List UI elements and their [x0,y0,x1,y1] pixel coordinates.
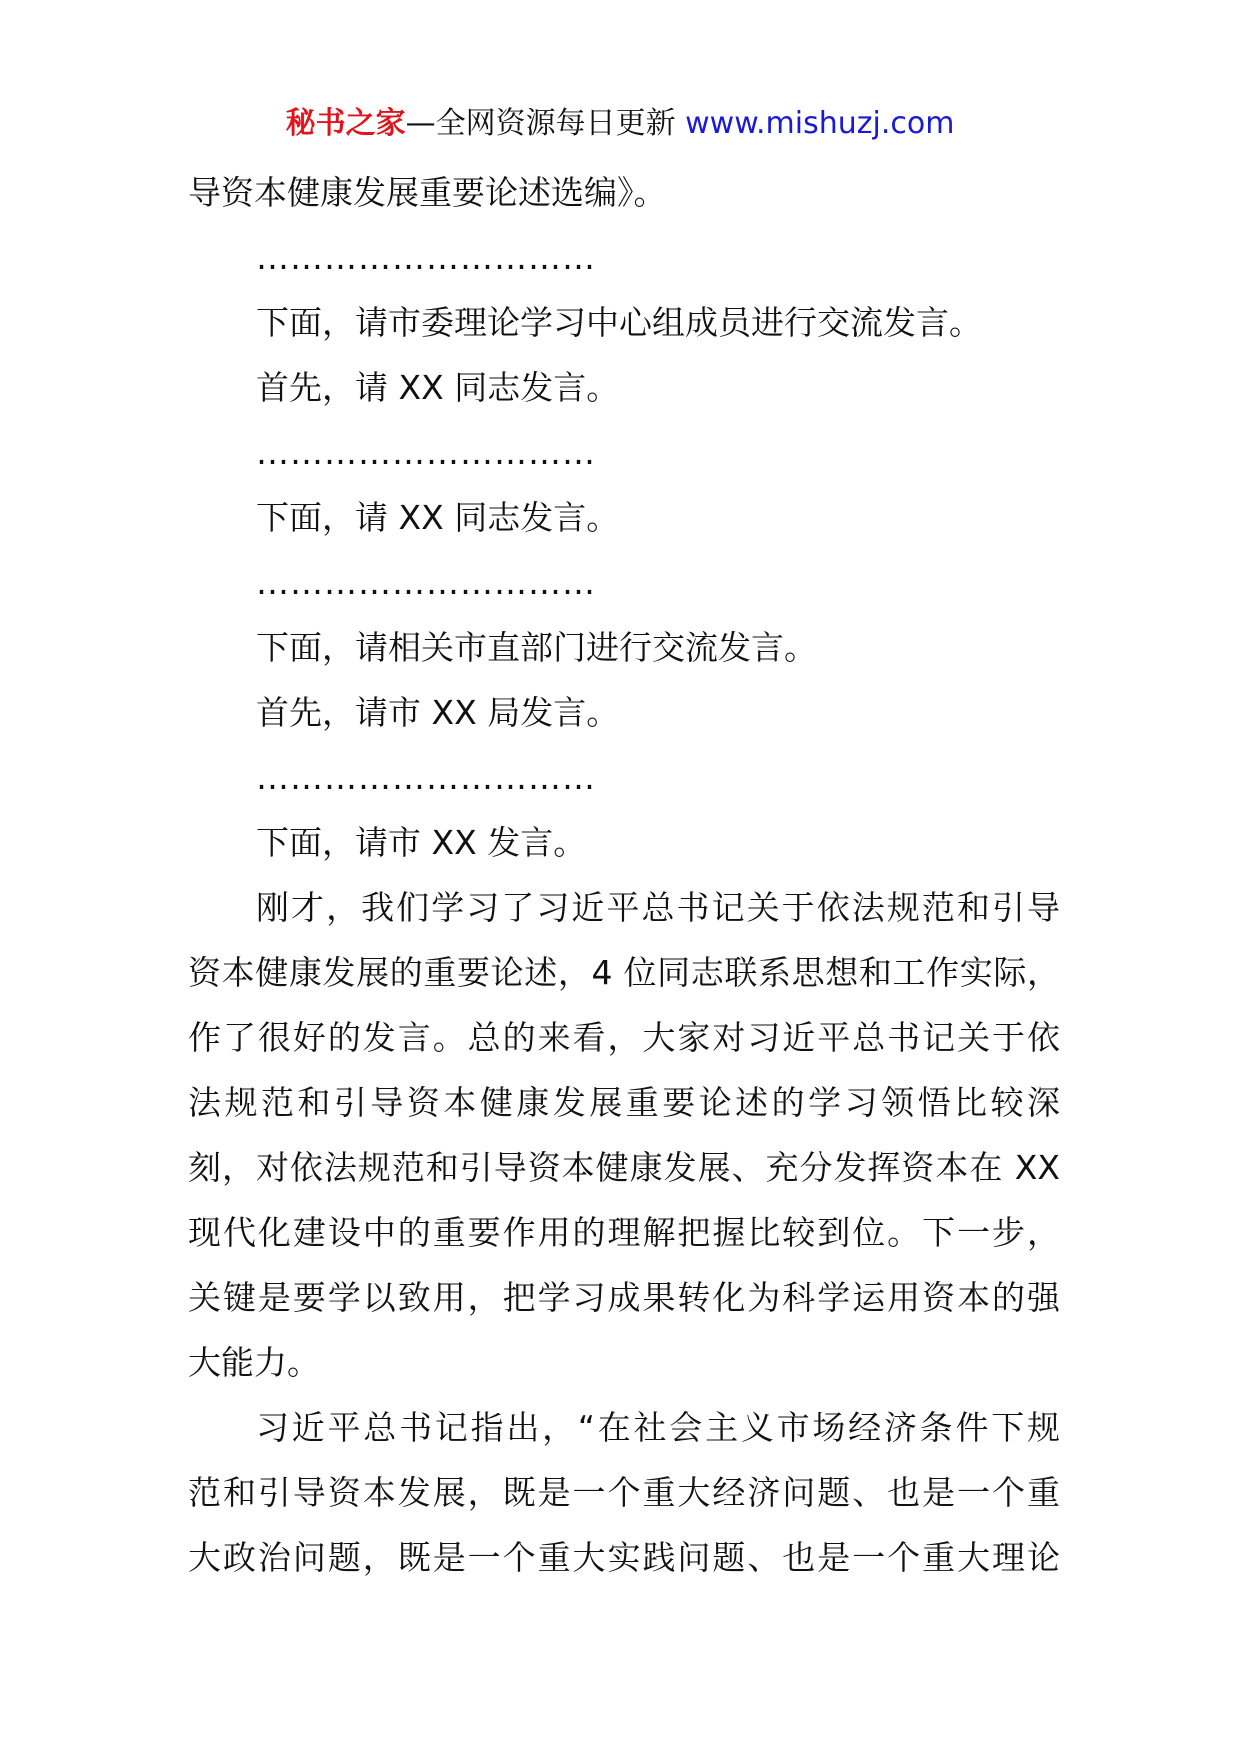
paragraph-line: 法规范和引导资本健康发展重要论述的学习领悟比较深 [188,1083,1060,1122]
website-url: www.mishuzj.com [685,106,955,141]
paragraph-line: 范和引导资本发展，既是一个重大经济问题、也是一个重 [188,1473,1060,1512]
ellipsis-separator: ………………………… [256,758,596,797]
document-body [188,160,1060,1590]
paragraph-line: 习近平总书记指出，“在社会主义市场经济条件下规 [256,1408,1060,1447]
text-line: 导资本健康发展重要论述选编》。 [188,173,667,212]
text-line: 下面，请相关市直部门进行交流发言。 [256,628,817,667]
text-line: 下面，请 XX 同志发言。 [256,498,620,537]
ellipsis-separator: ………………………… [256,433,596,472]
paragraph-line: 刚才，我们学习了习近平总书记关于依法规范和引导 [256,888,1060,927]
paragraph-line: 现代化建设中的重要作用的理解把握比较到位。下一步， [188,1213,1060,1252]
text-line: 首先，请市 XX 局发言。 [256,693,620,732]
text-line: 下面，请市委理论学习中心组成员进行交流发言。 [256,303,982,342]
text-line: 下面，请市 XX 发言。 [256,823,587,862]
paragraph-line: 大政治问题，既是一个重大实践问题、也是一个重大理论 [188,1538,1060,1577]
paragraph-line: 作了很好的发言。总的来看，大家对习近平总书记关于依 [188,1018,1060,1057]
header-tagline: —全网资源每日更新 [405,106,686,141]
paragraph-line: 关键是要学以致用，把学习成果转化为科学运用资本的强 [188,1278,1060,1317]
site-watermark-header [0,100,1240,148]
brand-name: 秘书之家 [285,106,406,141]
ellipsis-separator: ………………………… [256,238,596,277]
paragraph-line: 大能力。 [188,1343,320,1382]
paragraph-line: 刻，对依法规范和引导资本健康发展、充分发挥资本在 XX [188,1148,1060,1187]
text-line: 首先，请 XX 同志发言。 [256,368,620,407]
paragraph-line: 资本健康发展的重要论述，4 位同志联系思想和工作实际， [188,953,1060,992]
ellipsis-separator: ………………………… [256,563,596,602]
